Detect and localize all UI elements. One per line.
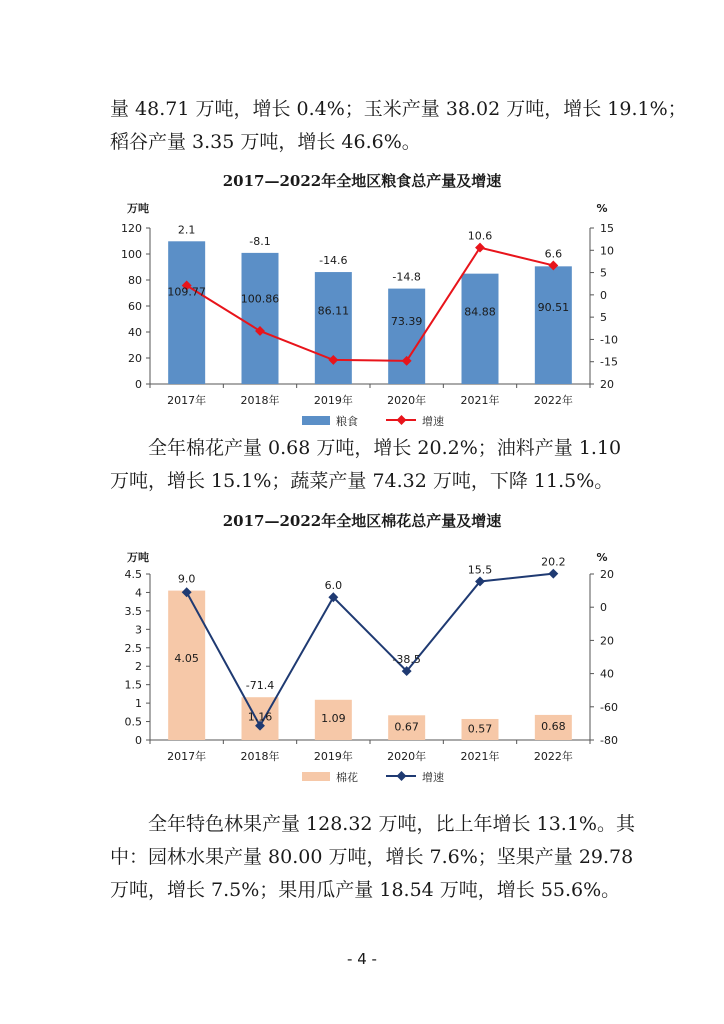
left-tick-label: 0.5 bbox=[124, 715, 142, 729]
left-tick-label: 1 bbox=[135, 697, 142, 711]
growth-data-label: 15.5 bbox=[467, 563, 493, 577]
page-number: - 4 - bbox=[347, 950, 377, 968]
right-tick-label: 20 bbox=[600, 568, 614, 581]
growth-data-label: -8.1 bbox=[249, 234, 271, 248]
category-label: 2017年 bbox=[167, 394, 207, 407]
bar-data-label: 0.67 bbox=[394, 720, 419, 734]
right-tick-label: 0 bbox=[600, 601, 607, 615]
left-tick-label: 4.5 bbox=[124, 568, 142, 581]
text-line: 中：园林水果产量 80.00 万吨，增长 7.6%；坚果产量 29.78 bbox=[110, 846, 634, 868]
right-tick-label: -60 bbox=[600, 700, 618, 714]
left-tick-label: 3 bbox=[135, 623, 142, 637]
text-line: 万吨，增长 15.1%；蔬菜产量 74.32 万吨，下降 11.5%。 bbox=[110, 470, 614, 492]
left-tick-label: 4 bbox=[135, 586, 142, 600]
legend-line-label: 增速 bbox=[422, 415, 444, 428]
left-tick-label: 120 bbox=[121, 222, 142, 235]
category-label: 2018年 bbox=[240, 394, 280, 407]
right-tick-label: 5 bbox=[600, 311, 607, 325]
legend-line-marker bbox=[397, 771, 407, 781]
category-label: 2017年 bbox=[167, 750, 207, 763]
left-tick-label: 0 bbox=[135, 734, 142, 747]
right-axis-unit: % bbox=[596, 551, 608, 564]
paragraph-grain-detail bbox=[110, 93, 687, 159]
bar-data-label: 109.77 bbox=[167, 285, 206, 299]
text-line: 量 48.71 万吨，增长 0.4%；玉米产量 38.02 万吨，增长 19.1%； bbox=[110, 98, 687, 120]
growth-data-label: 9.0 bbox=[177, 572, 196, 586]
category-label: 2022年 bbox=[533, 750, 573, 763]
growth-data-label: 20.2 bbox=[541, 555, 566, 569]
category-label: 2019年 bbox=[313, 750, 353, 763]
legend-bar-swatch bbox=[302, 416, 330, 425]
growth-data-label: -38.5 bbox=[392, 653, 421, 667]
chart-title-cotton: 2017—2022年全地区棉花总产量及增速 bbox=[222, 512, 502, 530]
bar-data-label: 100.86 bbox=[240, 292, 280, 306]
right-tick-label: 0 bbox=[600, 288, 607, 302]
left-tick-label: 2 bbox=[135, 660, 142, 674]
line-marker bbox=[548, 569, 558, 579]
legend-bar-label: 棉花 bbox=[336, 771, 358, 784]
category-label: 2018年 bbox=[240, 750, 280, 763]
right-tick-label: 10 bbox=[600, 244, 614, 258]
chart-title-grain: 2017—2022年全地区粮食总产量及增速 bbox=[222, 172, 502, 190]
left-tick-label: 3.5 bbox=[124, 604, 142, 618]
bar-粮食 bbox=[168, 241, 205, 384]
left-axis-unit: 万吨 bbox=[127, 202, 149, 215]
bar-data-label: 73.39 bbox=[390, 314, 423, 328]
chart-cotton bbox=[0, 540, 724, 790]
growth-data-label: 6.0 bbox=[324, 579, 343, 593]
right-tick-label: 40 bbox=[600, 667, 614, 681]
right-tick-label: -15 bbox=[600, 355, 618, 369]
bar-data-label: 86.11 bbox=[317, 304, 350, 318]
paragraph-cotton bbox=[110, 432, 622, 498]
legend-line-label: 增速 bbox=[422, 771, 444, 784]
left-tick-label: 0 bbox=[135, 378, 142, 391]
bar-data-label: 4.05 bbox=[174, 651, 199, 665]
left-tick-label: 80 bbox=[128, 274, 142, 287]
bar-棉花 bbox=[168, 591, 205, 740]
right-tick-label: 20 bbox=[600, 634, 614, 648]
growth-data-label: 10.6 bbox=[467, 229, 493, 243]
bar-data-label: 1.16 bbox=[247, 710, 273, 724]
bar-data-label: 0.57 bbox=[467, 722, 493, 736]
text-line: 全年特色林果产量 128.32 万吨，比上年增长 13.1%。其 bbox=[148, 813, 635, 835]
growth-data-label: -14.6 bbox=[319, 254, 348, 268]
text-line: 万吨，增长 7.5%；果用瓜产量 18.54 万吨，增长 55.6%。 bbox=[110, 879, 621, 901]
bar-粮食 bbox=[242, 253, 279, 384]
category-label: 2022年 bbox=[533, 394, 573, 407]
left-tick-label: 60 bbox=[128, 300, 142, 313]
left-axis-unit: 万吨 bbox=[127, 551, 149, 564]
category-label: 2021年 bbox=[460, 750, 500, 763]
growth-data-label: 6.6 bbox=[544, 247, 563, 261]
bar-粮食 bbox=[388, 289, 425, 384]
legend-bar-swatch bbox=[302, 772, 330, 781]
bar-data-label: 90.51 bbox=[537, 301, 570, 315]
right-tick-label: 20 bbox=[600, 378, 614, 391]
right-tick-label: -10 bbox=[600, 333, 618, 347]
bar-粮食 bbox=[462, 274, 499, 384]
left-tick-label: 100 bbox=[121, 248, 142, 261]
paragraph-fruit bbox=[110, 808, 635, 907]
left-tick-label: 40 bbox=[128, 326, 142, 339]
category-label: 2020年 bbox=[387, 750, 427, 763]
category-label: 2020年 bbox=[387, 394, 427, 407]
text-line: 全年棉花产量 0.68 万吨，增长 20.2%；油料产量 1.10 bbox=[148, 437, 622, 459]
growth-data-label: 2.1 bbox=[177, 223, 196, 237]
category-label: 2021年 bbox=[460, 394, 500, 407]
bar-粮食 bbox=[535, 266, 572, 384]
line-marker bbox=[475, 243, 485, 253]
legend-line-marker bbox=[397, 415, 407, 425]
bar-粮食 bbox=[315, 272, 352, 384]
bar-data-label: 84.88 bbox=[464, 305, 496, 319]
left-tick-label: 2.5 bbox=[124, 641, 142, 655]
text-line: 稻谷产量 3.35 万吨，增长 46.6%。 bbox=[110, 131, 421, 153]
legend-bar-label: 粮食 bbox=[336, 415, 358, 428]
bar-data-label: 0.68 bbox=[541, 720, 566, 734]
growth-data-label: -14.8 bbox=[392, 270, 421, 284]
left-tick-label: 1.5 bbox=[124, 678, 142, 692]
right-tick-label: 15 bbox=[600, 222, 614, 235]
right-axis-unit: % bbox=[596, 202, 608, 215]
right-tick-label: 5 bbox=[600, 266, 607, 280]
chart-grain bbox=[0, 195, 724, 440]
category-label: 2019年 bbox=[313, 394, 353, 407]
left-tick-label: 20 bbox=[128, 352, 142, 365]
growth-data-label: -71.4 bbox=[245, 679, 275, 693]
bar-data-label: 1.09 bbox=[321, 711, 346, 725]
right-tick-label: -80 bbox=[600, 734, 618, 747]
